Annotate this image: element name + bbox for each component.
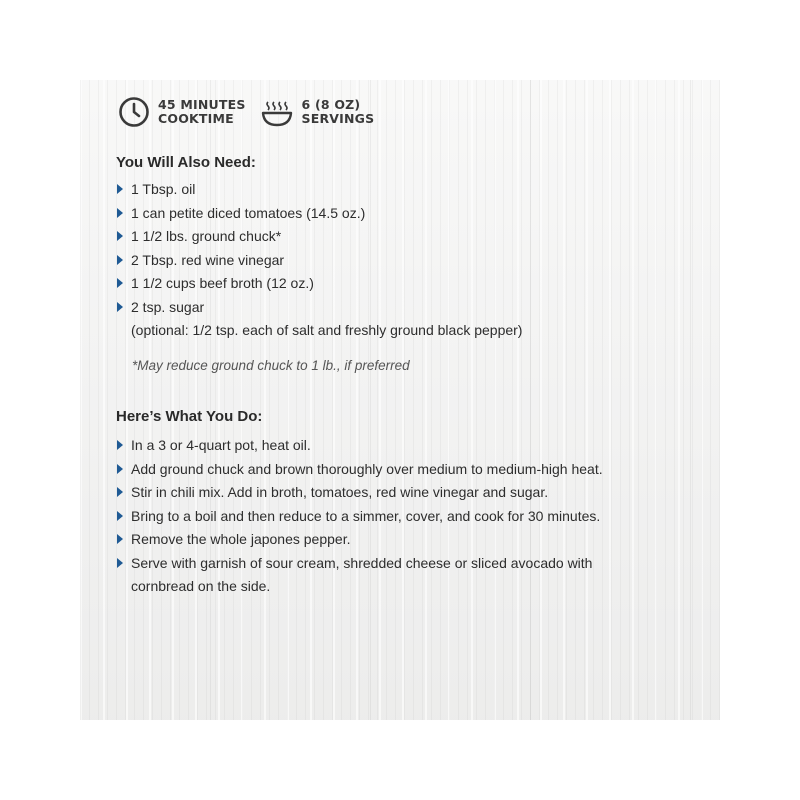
bullet-icon [117, 255, 123, 265]
footnote: *May reduce ground chuck to 1 lb., if preferred [132, 358, 410, 373]
list-item: Remove the whole japones pepper. [116, 528, 603, 552]
cooktime-label: COOKTIME [158, 111, 234, 126]
list-item: Add ground chuck and brown thoroughly over medium to medium-high heat. [116, 458, 603, 482]
list-item: In a 3 or 4-quart pot, heat oil. [116, 434, 603, 458]
list-item: 2 Tbsp. red wine vinegar [116, 249, 522, 273]
list-item: Bring to a boil and then reduce to a simmer, cover, and cook for 30 minutes. [116, 505, 603, 529]
bullet-icon [117, 558, 123, 568]
recipe-meta [118, 96, 388, 128]
list-item: 2 tsp. sugar [116, 296, 522, 320]
bullet-icon [117, 487, 123, 497]
list-item: 1 1/2 lbs. ground chuck* [116, 225, 522, 249]
ingredients-list [116, 178, 522, 343]
bullet-icon [117, 302, 123, 312]
cooktime-text [158, 98, 246, 126]
step-continuation: cornbread on the side. [131, 578, 271, 594]
bullet-icon [117, 231, 123, 241]
servings [260, 96, 375, 128]
bullet-icon [117, 534, 123, 544]
cooktime [118, 96, 246, 128]
servings-value: 6 (8 OZ) [301, 97, 361, 112]
cooktime-value: 45 MINUTES [158, 97, 246, 112]
list-item: Stir in chili mix. Add in broth, tomatoes, red wine vinegar and sugar. [116, 481, 603, 505]
ingredients-heading: You Will Also Need: [116, 154, 256, 171]
bullet-icon [117, 208, 123, 218]
list-item: 1 can petite diced tomatoes (14.5 oz.) [116, 202, 522, 226]
bullet-icon [117, 278, 123, 288]
steps-heading: Here’s What You Do: [116, 408, 263, 425]
steps-list [116, 434, 603, 599]
bullet-icon [117, 464, 123, 474]
list-item: 1 1/2 cups beef broth (12 oz.) [116, 272, 522, 296]
list-item: Serve with garnish of sour cream, shredded cheese or sliced avocado with [116, 552, 603, 576]
bullet-icon [117, 184, 123, 194]
optional-seasoning: (optional: 1/2 tsp. each of salt and freshly ground black pepper) [131, 322, 523, 338]
clock-icon [118, 96, 150, 128]
servings-text [302, 98, 375, 126]
bullet-icon [117, 440, 123, 450]
bullet-icon [117, 511, 123, 521]
recipe-card [80, 80, 720, 720]
list-item: 1 Tbsp. oil [116, 178, 522, 202]
servings-label: SERVINGS [301, 111, 375, 126]
bowl-icon [260, 96, 294, 128]
